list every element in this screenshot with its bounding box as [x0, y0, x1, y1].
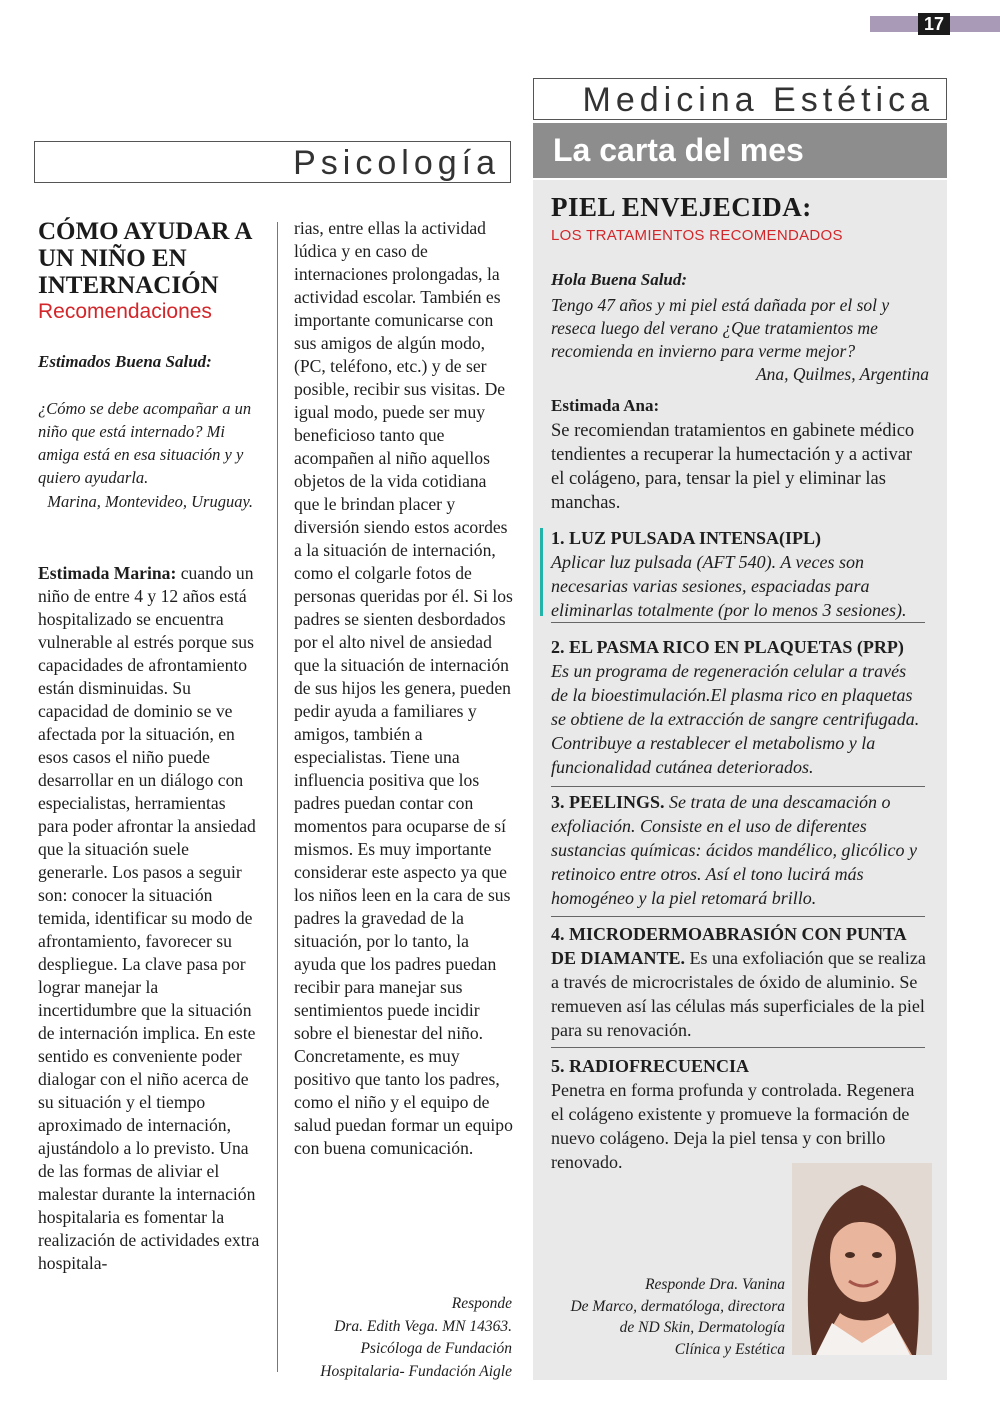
letter-of-month-banner: La carta del mes [533, 123, 947, 178]
answer-text-1: cuando un niño de entre 4 y 12 años está hospitalizado se encuentra vulnerable al estrés porque sus capacidades de afrontamiento están disminuidas. Su capacidad de dominio se ve afectada por la situación, en esos casos el niño puede desarrollar en un diálogo con especialistas, herramientas para poder afrontar la ansiedad que la situación suele generarle. Los pasos a seguir son: conocer la situación temida, identificar su modo de afrontamiento, favorecer su despliegue. La clave pasa por lograr manejar la incertidumbre que la situación de internación implica. En este sentido es conveniente poder dialogar con el niño acerca de su situación y el tiempo aproximado de internación, ajustándolo a lo previsto. Una de las formas de aliviar el malestar durante la internación hospitalaria es fomentar la realización de actividades extra hospitala- [38, 563, 260, 1273]
section-label-psicologia: Psicología [34, 141, 511, 183]
treatment-title: 5. RADIOFRECUENCIA [551, 1056, 750, 1076]
signature-line: Hospitalaria- Fundación Aigle [320, 1362, 512, 1380]
page-number: 17 [918, 13, 950, 35]
answer-column-2: rias, entre ellas la actividad lúdica y en caso de internaciones prolongadas, la actividad escolar. También es importante comunicarse con sus amigos de algún modo, (PC, teléfono, etc.) y de ser posible, recibir sus visitas. De igual modo, puede ser muy beneficioso tanto que acompañen al niño aquellos objetos de la vida cotidiana que le brindan placer y diversión siendo estos acordes a la situación de internación, como el colgarle fotos de personas queridas por él. Si los padres se sienten desbordados por el alto nivel de ansiedad que la situación de internación de sus hijos les genera, pueden pedir ayuda a familiares y amigos, también a especialistas. Tiene una influencia positiva que los padres puedan contar con momentos para ocuparse de sí mismos. Es muy importante considerar este aspecto ya que los niños leen en la cara de sus padres la gravedad de la situación, por lo tanto, la ayuda que los padres puedan recibir para manejar sus sentimientos puede incidir sobre el bienestar del niño. Concretamente, es muy positivo que tanto los padres, como el niño y el equipo de salud puedan formar un equipo con buena comunicación. [294, 218, 513, 1158]
treatment-text: Aplicar luz pulsada (AFT 540). A veces son necesarias varias sesiones, espaciadas para eliminarlas totalmente (por lo menos 3 sesiones). [551, 552, 907, 620]
treatment-separator [551, 1047, 925, 1048]
treatment-radiofrecuencia [551, 1054, 921, 1174]
treatment-text: Penetra en forma profunda y controlada. Regenera el colágeno existente y promueve la formación de nuevo colágeno. Deja la piel tensa y con brillo renovado. [551, 1080, 915, 1172]
treatment-prp [551, 635, 927, 779]
answer-greeting: Estimada Marina: [38, 563, 177, 583]
author-signature-right [560, 1274, 785, 1360]
treatment-ipl [551, 526, 927, 622]
right-question-signature: Ana, Quilmes, Argentina [755, 364, 929, 384]
treatment-title: 1. LUZ PULSADA INTENSA(IPL) [551, 528, 822, 548]
signature-line: Clínica y Estética [674, 1340, 785, 1358]
doctor-portrait [792, 1163, 932, 1355]
signature-line: Responde Dra. Vanina [645, 1276, 785, 1293]
section-label-medicina-estetica: Medicina Estética [533, 78, 947, 120]
treatment-text: Es una exfoliación que se realiza a través de microcristales de óxido de aluminio. Se remueven así las células más superficiales de la piel para su renovación. [551, 948, 926, 1040]
treatment-text: Es un programa de regeneración celular a través de la bioestimulación.El plasma rico en plaquetas se obtiene de la extracción de sangre centrifugada. Contribuye a restablecer el metabolismo y la funcionalidad cutánea deteriorados. [551, 661, 920, 777]
question-body: ¿Cómo se debe acompañar a un niño que está internado? Mi amiga está en esa situación y y quiero ayudarla. [38, 399, 252, 487]
article-title: CÓMO AYUDAR A UN NIÑO EN INTERNACIÓN [38, 218, 251, 299]
treatment-peelings [551, 790, 927, 910]
signature-line: Dra. Edith Vega. MN 14363. [334, 1317, 512, 1335]
treatment-title: 3. PEELINGS. [551, 792, 665, 812]
signature-line: de ND Skin, Dermatología [619, 1319, 785, 1336]
treatment-separator [551, 916, 925, 917]
treatment-title: 4. MICRODERMOABRASIÓN CON PUNTA DE DIAMANTE. [551, 924, 906, 968]
accent-bar [540, 528, 543, 616]
column-divider [277, 222, 278, 1372]
signature-line: Responde [451, 1295, 512, 1312]
right-article-subtitle: LOS TRATAMIENTOS RECOMENDADOS [551, 227, 843, 244]
signature-line: Psicóloga de Fundación [360, 1340, 512, 1357]
right-answer-body: Se recomiendan tratamientos en gabinete médico tendientes a recuperar la humectación y a activar el colágeno, para, tensar la piel y eliminar las manchas. [551, 421, 915, 513]
treatment-separator [551, 786, 925, 787]
treatment-separator [551, 622, 925, 623]
right-question-greeting: Hola Buena Salud: [551, 270, 688, 289]
question-greeting: Estimados Buena Salud: [38, 352, 212, 371]
question-signature: Marina, Montevideo, Uruguay. [47, 492, 253, 511]
right-question-body: Tengo 47 años y mi piel está dañada por el sol y reseca luego del verano ¿Que tratamientos me recomienda en invierno para verme mejor? [551, 295, 890, 361]
right-article-title: PIEL ENVEJECIDA: [551, 192, 812, 222]
signature-line: De Marco, dermatóloga, directora [570, 1297, 785, 1315]
treatment-microdermoabrasion [551, 922, 927, 1042]
author-signature-left [290, 1293, 512, 1383]
treatment-text: Se trata de una descamación o exfoliación. Consiste en el uso de diferentes sustancias químicas: ácidos mandélico, glicólico y retinoico entre otros. Así el tono lucirá más homogéneo y la piel retomará brillo. [551, 792, 917, 908]
treatment-title: 2. EL PASMA RICO EN PLAQUETAS (PRP) [551, 637, 904, 657]
right-answer-greeting: Estimada Ana: [551, 396, 660, 415]
article-subtitle: Recomendaciones [38, 300, 212, 323]
answer-column-1 [38, 562, 260, 1275]
